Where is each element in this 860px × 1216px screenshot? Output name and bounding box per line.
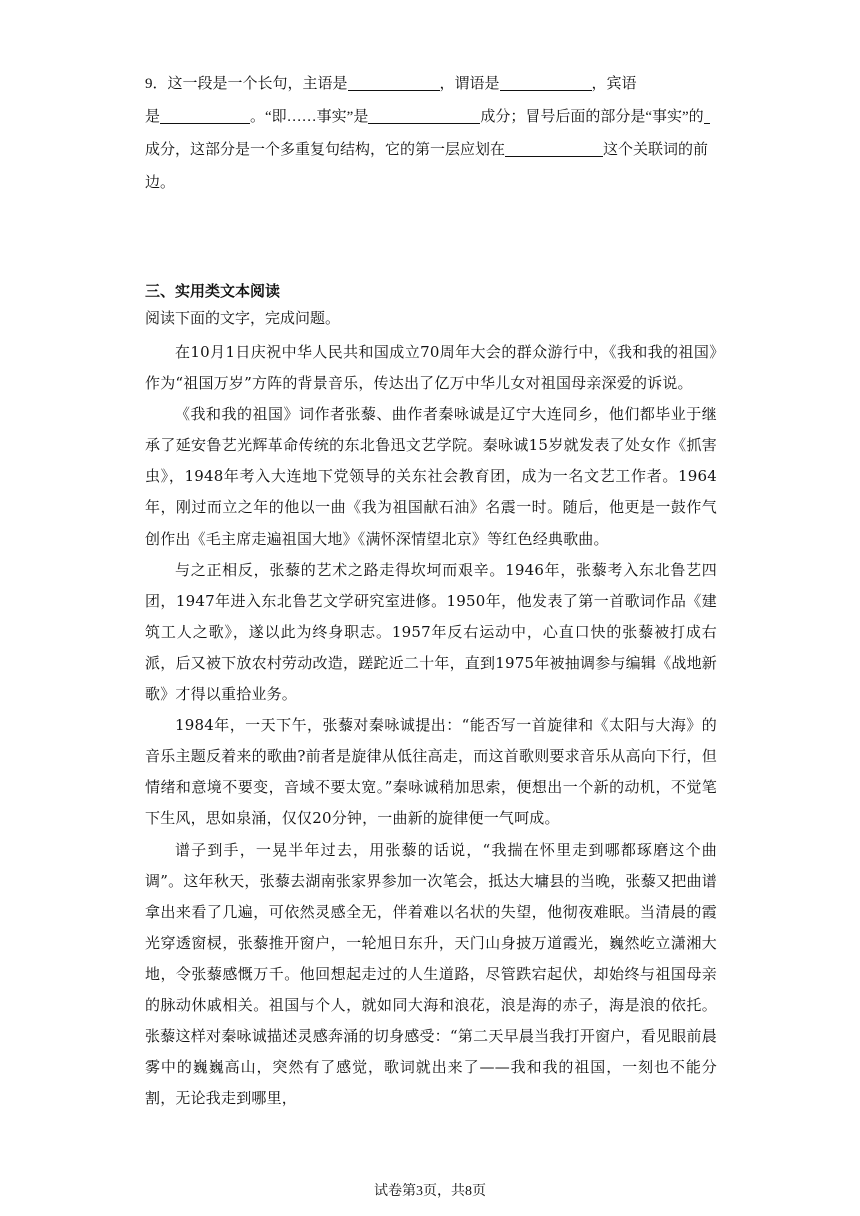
answer-blank-conjunction[interactable] (505, 138, 603, 157)
q9-text: 。“即……事实”是 (250, 109, 369, 125)
q9-text: 成分，这部分是一个多重复句结构，它的第一层应划在 (145, 142, 506, 158)
q9-line-3 (145, 134, 717, 167)
passage-paragraph: 在10月1日庆祝中华人民共和国成立70周年大会的群众游行中，《我和我的祖国》作为“祖国万岁”方阵的背景音乐，传达出了亿万中华儿女对祖国母亲深爱的诉说。 (145, 343, 717, 393)
passage-paragraph: 与之正相反，张藜的艺术之路走得坎坷而艰辛。1946年，张藜考入东北鲁艺四团，1947年进入东北鲁艺文学研究室进修。1950年，他发表了第一首歌词作品《建筑工人之歌》，遂以此为终身职志。1957年反右运动中，心直口快的张藜被打成右派，后又被下放农村劳动改造，蹉跎近二十年，直到1975年被抽调参与编辑《战地新歌》才得以重拾业务。 (145, 560, 717, 704)
q9-text: 9．这一段是一个长句，主语是 (145, 76, 348, 92)
q9-text: 成分；冒号后面的部分是“事实”的 (480, 109, 704, 125)
answer-blank-object[interactable] (160, 105, 250, 124)
section-instruction: 阅读下面的文字，完成问题。 (145, 311, 341, 327)
passage-paragraph: 1984年，一天下午，张藜对秦咏诚提出：“能否写一首旋律和《太阳与大海》的音乐主题反着来的歌曲?前者是旋律从低往高走，而这首歌则要求音乐从高向下行，但情绪和意境不要变，音域不要太宽。”秦咏诚稍加思索，便想出一个新的动机，不觉笔下生风，思如泉涌，仅仅20分钟，一曲新的旋律便一气呵成。 (145, 716, 717, 828)
q9-line-1 (145, 68, 717, 101)
answer-blank-fact-component[interactable] (704, 105, 710, 124)
q9-line-2 (145, 101, 717, 134)
passage-paragraph: 谱子到手，一晃半年过去，用张藜的话说，“我揣在怀里走到哪都琢磨这个曲调”。这年秋天，张藜去湖南张家界参加一次笔会，抵达大墉县的当晚，张藜又把曲谱拿出来看了几遍，可依然灵感全无，伴着难以名状的失望，他彻夜难眠。当清晨的霞光穿透窗棂，张藜推开窗户，一轮旭日东升，天门山身披万道霞光，巍然屹立潇湘大地，令张藜感慨万千。他回想起走过的人生道路，尽管跌宕起伏，却始终与祖国母亲的脉动休戚相关。祖国与个人，就如同大海和浪花，浪是海的赤子，海是浪的依托。张藜这样对秦咏诚描述灵感奔涌的切身感受：“第二天早晨当我打开窗户，看见眼前晨雾中的巍巍高山，突然有了感觉，歌词就出来了——我和我的祖国，一刻也不能分割，无论我走到哪里， (145, 840, 717, 1108)
answer-blank-predicate[interactable] (500, 72, 592, 91)
q9-line-4: 边。 (145, 175, 176, 191)
passage-paragraph: 《我和我的祖国》词作者张藜、曲作者秦咏诚是辽宁大连同乡，他们都毕业于继承了延安鲁艺光辉革命传统的东北鲁迅文艺学院。秦咏诚15岁就发表了处女作《抓害虫》，1948年考入大连地下党领导的关东社会教育团，成为一名文艺工作者。1964年，刚过而立之年的他以一曲《我为祖国献石油》名震一时。随后，他更是一鼓作气创作出《毛主席走遍祖国大地》《满怀深情望北京》等红色经典歌曲。 (145, 405, 717, 548)
page-footer: 试卷第3页，共8页 (374, 1184, 486, 1199)
section-title: 三、实用类文本阅读 (145, 283, 281, 300)
answer-blank-component[interactable] (368, 105, 480, 124)
q9-text: ，谓语是 (439, 76, 500, 92)
question-9 (145, 68, 717, 200)
answer-blank-subject[interactable] (348, 72, 440, 91)
q9-text: 这个关联词的前 (603, 142, 709, 158)
q9-text: 是 (145, 109, 161, 125)
reading-passage (145, 337, 717, 1114)
q9-text: ，宾语 (591, 76, 637, 92)
